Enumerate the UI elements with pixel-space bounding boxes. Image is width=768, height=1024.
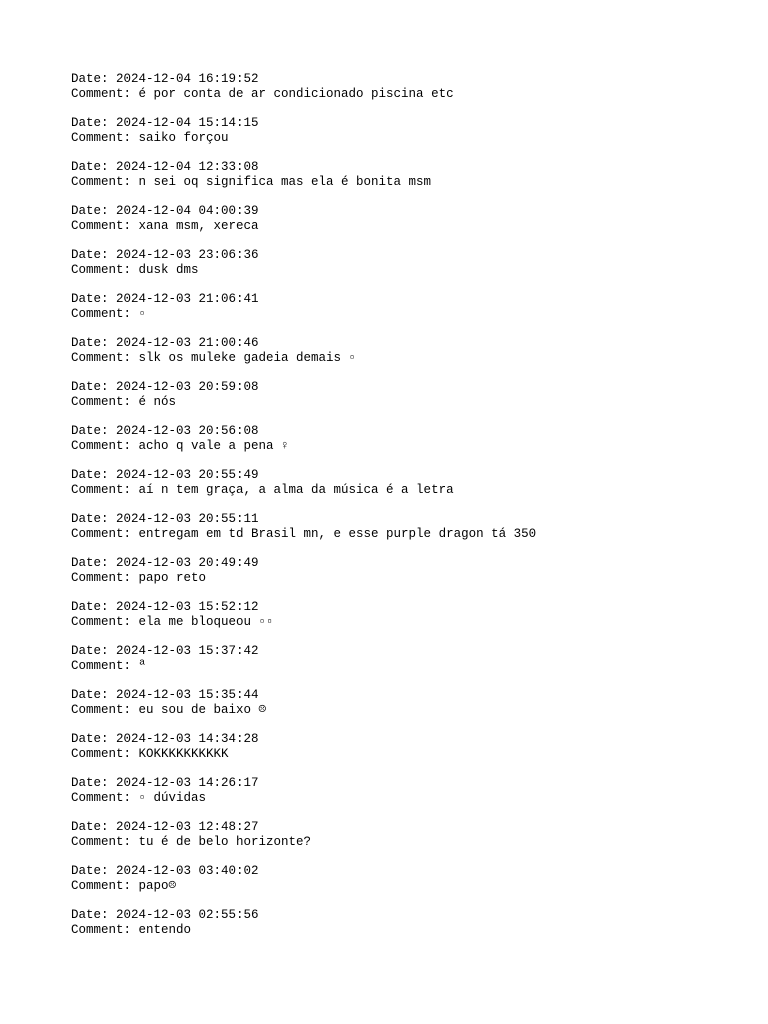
comment-label: Comment: bbox=[71, 879, 139, 893]
date-line bbox=[71, 864, 751, 879]
comment-line bbox=[71, 307, 751, 322]
comment-line bbox=[71, 659, 751, 674]
log-entry bbox=[71, 248, 751, 292]
comment-label: Comment: bbox=[71, 87, 139, 101]
comment-line bbox=[71, 879, 751, 894]
comment-line bbox=[71, 483, 751, 498]
date-value: 2024-12-03 14:34:28 bbox=[116, 732, 259, 746]
comment-label: Comment: bbox=[71, 131, 139, 145]
date-value: 2024-12-04 04:00:39 bbox=[116, 204, 259, 218]
log-entry bbox=[71, 644, 751, 688]
comment-text: papo☹ bbox=[138, 879, 177, 893]
log-entry bbox=[71, 116, 751, 160]
date-label: Date: bbox=[71, 600, 117, 614]
comment-label: Comment: bbox=[71, 571, 139, 585]
log-entry bbox=[71, 908, 751, 952]
date-value: 2024-12-03 20:56:08 bbox=[116, 424, 259, 438]
comment-line bbox=[71, 615, 751, 630]
comment-line bbox=[71, 439, 751, 454]
date-label: Date: bbox=[71, 776, 117, 790]
comment-line bbox=[71, 395, 751, 410]
date-label: Date: bbox=[71, 380, 117, 394]
date-line bbox=[71, 336, 751, 351]
comment-text: entregam em td Brasil mn, e esse purple dragon tá 350 bbox=[138, 527, 537, 541]
comment-label: Comment: bbox=[71, 307, 139, 321]
comment-text: acho q vale a pena ♀ bbox=[138, 439, 289, 453]
date-value: 2024-12-03 20:55:49 bbox=[116, 468, 259, 482]
date-label: Date: bbox=[71, 292, 117, 306]
comment-label: Comment: bbox=[71, 835, 139, 849]
date-label: Date: bbox=[71, 160, 117, 174]
date-line bbox=[71, 820, 751, 835]
date-label: Date: bbox=[71, 556, 117, 570]
log-entry bbox=[71, 336, 751, 380]
log-entry bbox=[71, 600, 751, 644]
date-label: Date: bbox=[71, 72, 117, 86]
comment-label: Comment: bbox=[71, 175, 139, 189]
date-value: 2024-12-04 15:14:15 bbox=[116, 116, 259, 130]
date-label: Date: bbox=[71, 688, 117, 702]
comment-text: tu é de belo horizonte? bbox=[138, 835, 312, 849]
comment-text: n sei oq significa mas ela é bonita msm bbox=[138, 175, 432, 189]
date-value: 2024-12-03 15:37:42 bbox=[116, 644, 259, 658]
comment-text: saiko forçou bbox=[138, 131, 229, 145]
date-label: Date: bbox=[71, 820, 117, 834]
log-entry bbox=[71, 204, 751, 248]
date-line bbox=[71, 116, 751, 131]
comment-text: eu sou de baixo ☹ bbox=[138, 703, 267, 717]
comment-label: Comment: bbox=[71, 659, 139, 673]
comment-text: papo reto bbox=[138, 571, 207, 585]
log-entry bbox=[71, 292, 751, 336]
date-value: 2024-12-03 15:52:12 bbox=[116, 600, 259, 614]
comment-text: slk os muleke gadeia demais ▫ bbox=[138, 351, 357, 365]
comment-line bbox=[71, 219, 751, 234]
comment-text: é nós bbox=[138, 395, 177, 409]
log-entry bbox=[71, 556, 751, 600]
date-line bbox=[71, 776, 751, 791]
date-value: 2024-12-03 02:55:56 bbox=[116, 908, 259, 922]
comment-label: Comment: bbox=[71, 703, 139, 717]
date-value: 2024-12-03 20:55:11 bbox=[116, 512, 259, 526]
date-label: Date: bbox=[71, 732, 117, 746]
comment-label: Comment: bbox=[71, 527, 139, 541]
comment-text: é por conta de ar condicionado piscina etc bbox=[138, 87, 454, 101]
comment-text: entendo bbox=[138, 923, 192, 937]
date-value: 2024-12-03 15:35:44 bbox=[116, 688, 259, 702]
date-label: Date: bbox=[71, 424, 117, 438]
date-value: 2024-12-03 23:06:36 bbox=[116, 248, 259, 262]
comment-label: Comment: bbox=[71, 395, 139, 409]
date-line bbox=[71, 600, 751, 615]
date-line bbox=[71, 248, 751, 263]
date-line bbox=[71, 512, 751, 527]
log-entry bbox=[71, 864, 751, 908]
comment-line bbox=[71, 131, 751, 146]
date-label: Date: bbox=[71, 204, 117, 218]
log-entry bbox=[71, 820, 751, 864]
comment-line bbox=[71, 835, 751, 850]
comment-line bbox=[71, 87, 751, 102]
comment-label: Comment: bbox=[71, 615, 139, 629]
comment-label: Comment: bbox=[71, 923, 139, 937]
comment-text: ª bbox=[138, 659, 147, 673]
comment-line bbox=[71, 263, 751, 278]
comment-line bbox=[71, 923, 751, 938]
date-value: 2024-12-03 14:26:17 bbox=[116, 776, 259, 790]
date-value: 2024-12-04 12:33:08 bbox=[116, 160, 259, 174]
comment-label: Comment: bbox=[71, 219, 139, 233]
comment-line bbox=[71, 571, 751, 586]
comment-text: KOKKKKKKKKKK bbox=[138, 747, 229, 761]
date-label: Date: bbox=[71, 908, 117, 922]
log-entry bbox=[71, 72, 751, 116]
log-entry bbox=[71, 776, 751, 820]
date-label: Date: bbox=[71, 864, 117, 878]
comment-text: ela me bloqueou ▫▫ bbox=[138, 615, 274, 629]
date-line bbox=[71, 688, 751, 703]
comment-log bbox=[71, 72, 751, 952]
date-line bbox=[71, 292, 751, 307]
date-line bbox=[71, 908, 751, 923]
date-value: 2024-12-03 03:40:02 bbox=[116, 864, 259, 878]
date-label: Date: bbox=[71, 644, 117, 658]
comment-line bbox=[71, 527, 751, 542]
comment-line bbox=[71, 747, 751, 762]
log-entry bbox=[71, 732, 751, 776]
date-label: Date: bbox=[71, 336, 117, 350]
comment-label: Comment: bbox=[71, 439, 139, 453]
date-label: Date: bbox=[71, 116, 117, 130]
comment-text: xana msm, xereca bbox=[138, 219, 259, 233]
log-entry bbox=[71, 424, 751, 468]
date-label: Date: bbox=[71, 512, 117, 526]
date-value: 2024-12-03 21:00:46 bbox=[116, 336, 259, 350]
comment-text: ▫ bbox=[138, 307, 147, 321]
date-line bbox=[71, 380, 751, 395]
comment-label: Comment: bbox=[71, 791, 139, 805]
log-entry bbox=[71, 468, 751, 512]
date-value: 2024-12-04 16:19:52 bbox=[116, 72, 259, 86]
comment-line bbox=[71, 791, 751, 806]
comment-text: aí n tem graça, a alma da música é a letra bbox=[138, 483, 454, 497]
date-value: 2024-12-03 20:59:08 bbox=[116, 380, 259, 394]
comment-label: Comment: bbox=[71, 483, 139, 497]
date-line bbox=[71, 72, 751, 87]
log-entry bbox=[71, 512, 751, 556]
comment-line bbox=[71, 175, 751, 190]
log-entry bbox=[71, 160, 751, 204]
date-value: 2024-12-03 21:06:41 bbox=[116, 292, 259, 306]
comment-label: Comment: bbox=[71, 351, 139, 365]
date-line bbox=[71, 644, 751, 659]
date-value: 2024-12-03 12:48:27 bbox=[116, 820, 259, 834]
comment-line bbox=[71, 351, 751, 366]
date-line bbox=[71, 204, 751, 219]
comment-text: dusk dms bbox=[138, 263, 199, 277]
date-line bbox=[71, 556, 751, 571]
log-entry bbox=[71, 688, 751, 732]
date-label: Date: bbox=[71, 248, 117, 262]
comment-label: Comment: bbox=[71, 747, 139, 761]
date-line bbox=[71, 160, 751, 175]
comment-label: Comment: bbox=[71, 263, 139, 277]
comment-line bbox=[71, 703, 751, 718]
date-line bbox=[71, 468, 751, 483]
date-line bbox=[71, 732, 751, 747]
date-value: 2024-12-03 20:49:49 bbox=[116, 556, 259, 570]
date-line bbox=[71, 424, 751, 439]
comment-text: ▫ dúvidas bbox=[138, 791, 207, 805]
log-entry bbox=[71, 380, 751, 424]
date-label: Date: bbox=[71, 468, 117, 482]
